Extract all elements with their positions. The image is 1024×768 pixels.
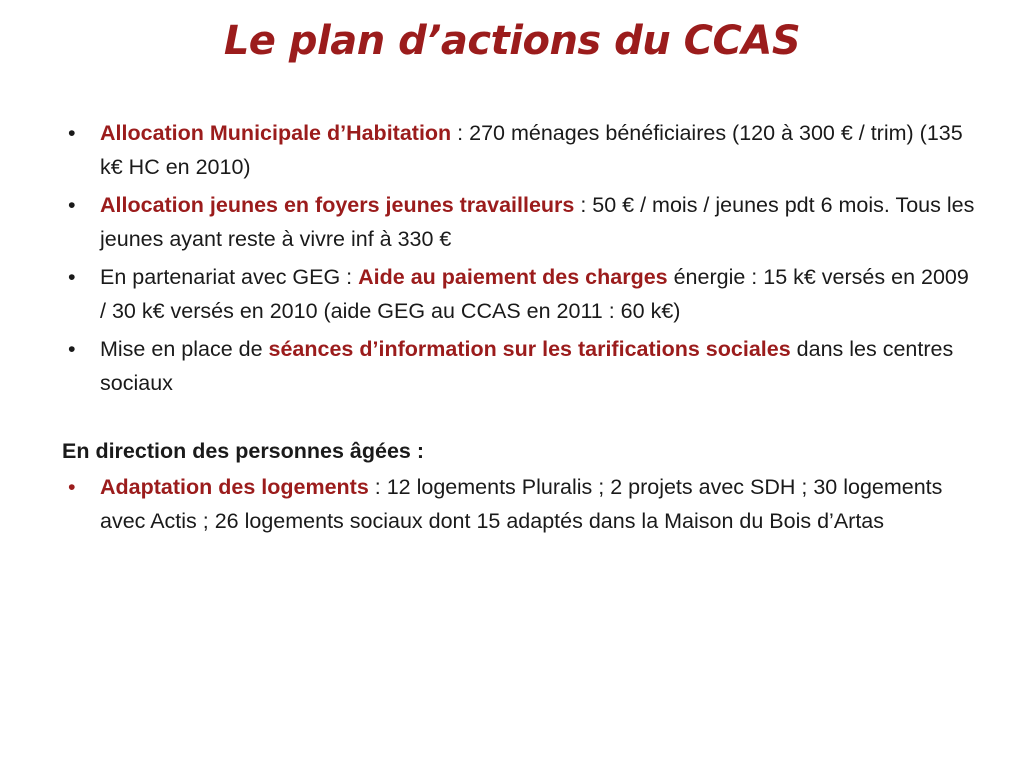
bullet-text: En partenariat avec GEG : [100,265,359,289]
bullet-highlight: Adaptation des logements [100,475,369,499]
bullet-icon: • [68,475,76,499]
bullet-highlight: Allocation jeunes en foyers jeunes travailleurs [100,193,575,217]
bullet-text: : 270 ménages bénéficiaires (120 à 300 € / trim) (135 k€ HC en 2010) [100,121,963,179]
slide-content [62,116,980,542]
bullet-text: : 12 logements Pluralis ; 2 projets avec SDH ; 30 logements avec Actis ; 26 logements sociaux dont 15 adaptés dans la Maison du Bois d’Artas [100,475,943,533]
bullet-icon: • [68,121,76,145]
bullet-icon: • [68,265,76,289]
bullet-highlight: Allocation Municipale d’Habitation [100,121,452,145]
bullet-icon: • [68,337,76,361]
section-heading: En direction des personnes âgées : [62,439,425,463]
list-item [62,116,980,184]
bullet-highlight: séances d’information sur les tarifications sociales [268,337,791,361]
bullet-text: : 50 € / mois / jeunes pdt 6 mois. Tous les jeunes ayant reste à vivre inf à 330 € [100,193,975,251]
slide-title: Le plan d’actions du CCAS [223,18,801,64]
bullet-highlight: Aide au paiement des charges [358,265,668,289]
list-item [62,470,980,538]
bullet-text: énergie : 15 k€ versés en 2009 / 30 k€ versés en 2010 (aide GEG au CCAS en 2011 : 60 k€) [100,265,969,323]
bullet-text: Mise en place de [100,337,269,361]
bullet-text: dans les centres sociaux [100,337,954,395]
list-item [62,260,980,328]
list-item [62,188,980,256]
list-item [62,332,980,400]
bullet-list [62,116,980,400]
bullet-icon: • [68,193,76,217]
section-bullet-list [62,470,980,538]
